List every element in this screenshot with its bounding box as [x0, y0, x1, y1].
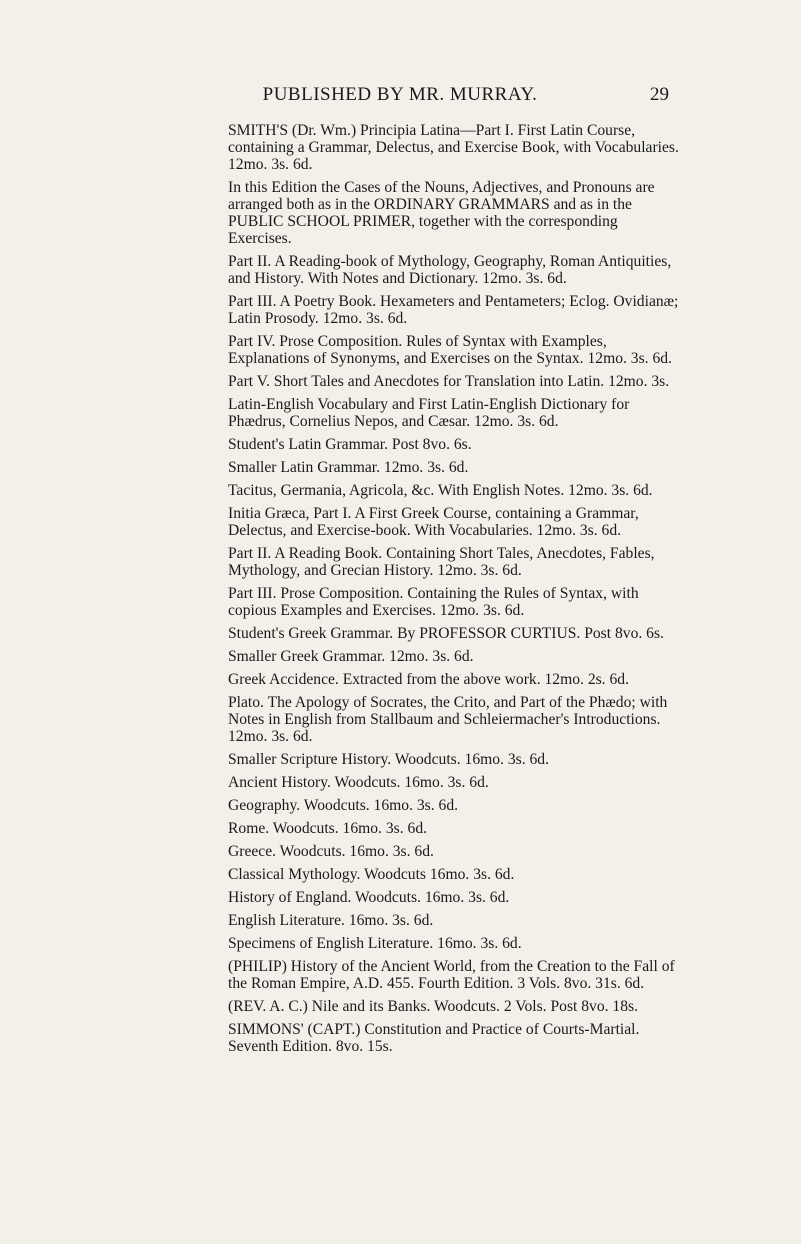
entry-plato: Plato. The Apology of Socrates, the Crito, and Part of the Phædo; with Notes in English from Stallbaum and Schleiermacher's Introductions. 12mo. 3s. 6d. [228, 694, 668, 745]
entry-rome: Rome. Woodcuts. 16mo. 3s. 6d. [228, 820, 428, 837]
entry-principia-3: Part III. A Poetry Book. Hexameters and Pentameters; Eclog. Ovidianæ; Latin Prosody. 12mo. 3s. 6d. [228, 293, 679, 327]
entry-student-latin-grammar: Student's Latin Grammar. Post 8vo. 6s. [228, 436, 472, 453]
entry-tacitus: Tacitus, Germania, Agricola, &c. With English Notes. 12mo. 3s. 6d. [228, 482, 653, 499]
entry-smaller-greek-grammar: Smaller Greek Grammar. 12mo. 3s. 6d. [228, 648, 474, 665]
entry-student-greek-grammar: Student's Greek Grammar. By PROFESSOR CURTIUS. Post 8vo. 6s. [228, 625, 664, 642]
entry-principia-2: Part II. A Reading-book of Mythology, Geography, Roman Antiquities, and History. With Notes and Dictionary. 12mo. 3s. 6d. [228, 253, 672, 287]
entry-philip-ancient-world: (PHILIP) History of the Ancient World, from the Creation to the Fall of the Roman Empire, A.D. 455. Fourth Edition. 3 Vols. 8vo. 31s. 6d. [228, 958, 675, 992]
entry-latin-english-vocab: Latin-English Vocabulary and First Latin-English Dictionary for Phædrus, Cornelius Nepos, and Cæsar. 12mo. 3s. 6d. [228, 396, 630, 430]
entry-rev-ac-nile: (REV. A. C.) Nile and its Banks. Woodcuts. 2 Vols. Post 8vo. 18s. [228, 998, 638, 1015]
entry-initia-graeca-3: Part III. Prose Composition. Containing the Rules of Syntax, with copious Examples and Exercises. 12mo. 3s. 6d. [228, 585, 639, 619]
entry-smaller-scripture-history: Smaller Scripture History. Woodcuts. 16mo. 3s. 6d. [228, 751, 549, 768]
page-number: 29 [650, 84, 669, 105]
entry-greek-accidence: Greek Accidence. Extracted from the above work. 12mo. 2s. 6d. [228, 671, 629, 688]
entry-initia-graeca-2: Part II. A Reading Book. Containing Short Tales, Anecdotes, Fables, Mythology, and Grecian History. 12mo. 3s. 6d. [228, 545, 655, 579]
entry-principia-5: Part V. Short Tales and Anecdotes for Translation into Latin. 12mo. 3s. [228, 373, 670, 390]
entry-initia-graeca-1: Initia Græca, Part I. A First Greek Course, containing a Grammar, Delectus, and Exercise-book. With Vocabularies. 12mo. 3s. 6d. [228, 505, 639, 539]
entry-greece: Greece. Woodcuts. 16mo. 3s. 6d. [228, 843, 434, 860]
entry-edition-note: In this Edition the Cases of the Nouns, Adjectives, and Pronouns are arranged both as in the ORDINARY GRAMMARS and as in the PUBLIC SCHOOL PRIMER, together with the corresponding Exercises. [228, 179, 655, 247]
entry-principia-4: Part IV. Prose Composition. Rules of Syntax with Examples, Explanations of Synonyms, and Exercises on the Syntax. 12mo. 3s. 6d. [228, 333, 672, 367]
page-header-title: PUBLISHED BY MR. MURRAY. [262, 84, 538, 105]
catalogue-body [228, 122, 684, 1061]
entry-classical-mythology: Classical Mythology. Woodcuts 16mo. 3s. 6d. [228, 866, 515, 883]
entry-geography: Geography. Woodcuts. 16mo. 3s. 6d. [228, 797, 459, 814]
entry-specimens-english-literature: Specimens of English Literature. 16mo. 3s. 6d. [228, 935, 522, 952]
entry-smith-principia-1: SMITH'S (Dr. Wm.) Principia Latina—Part I. First Latin Course, containing a Grammar, Delectus, and Exercise Book, with Vocabularies. 12mo. 3s. 6d. [228, 122, 679, 173]
entry-simmons-courts-martial: SIMMONS' (CAPT.) Constitution and Practice of Courts-Martial. Seventh Edition. 8vo. 15s. [228, 1021, 640, 1055]
entry-smaller-latin-grammar: Smaller Latin Grammar. 12mo. 3s. 6d. [228, 459, 469, 476]
entry-history-of-england: History of England. Woodcuts. 16mo. 3s. 6d. [228, 889, 510, 906]
entry-english-literature: English Literature. 16mo. 3s. 6d. [228, 912, 434, 929]
entry-ancient-history: Ancient History. Woodcuts. 16mo. 3s. 6d. [228, 774, 489, 791]
